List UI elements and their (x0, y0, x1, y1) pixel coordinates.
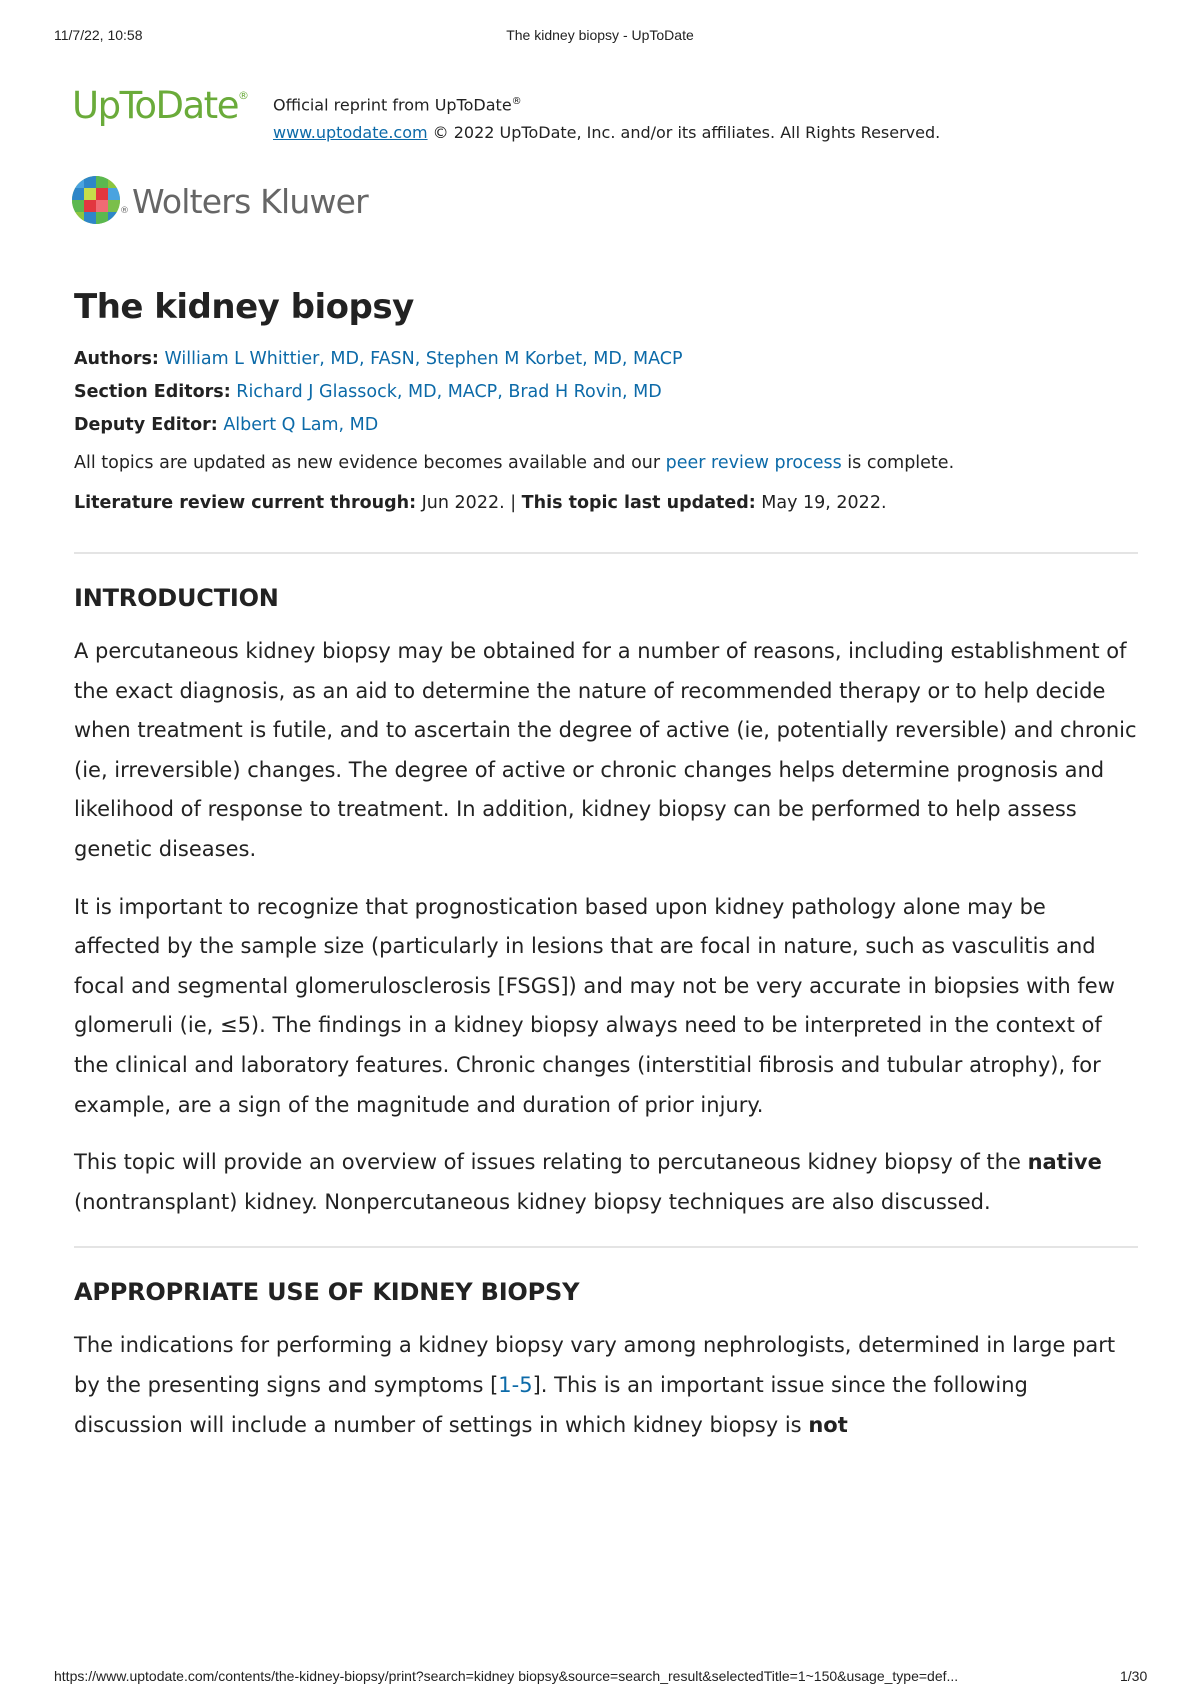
uptodate-logo-text: UpToDate (72, 84, 238, 127)
copyright-text: © 2022 UpToDate, Inc. and/or its affiliates. All Rights Reserved. (427, 123, 941, 143)
copyright-line (273, 119, 1033, 147)
peer-review-link[interactable]: peer review process (665, 453, 842, 473)
intro-p3-before: This topic will provide an overview of issues relating to percutaneous kidney biopsy of the (74, 1150, 1028, 1175)
section-divider (74, 552, 1138, 554)
wolters-kluwer-reg: ® (120, 206, 129, 216)
authors-row (74, 343, 1138, 376)
review-dates (74, 490, 1138, 516)
appropriate-p1-after: ]. This is an important issue since the following discussion will include a number of settings in which kidney biopsy is (74, 1372, 1028, 1437)
appropriate-p1-before: The indications for performing a kidney biopsy vary among nephrologists, determined in large part by the presenting signs and symptoms [ (74, 1333, 1116, 1397)
lit-review-value: Jun 2022. | (416, 493, 522, 513)
last-updated-value: May 19, 2022. (755, 493, 887, 513)
reprint-reg: ® (511, 96, 522, 107)
intro-paragraph-2: It is important to recognize that prognostication based upon kidney pathology alone may be affected by the sample size (particularly in lesions that are focal in nature, such as vasculitis and focal and segmental glomerulosclerosis [FSGS]) and may not be very accurate in biopsies with few glomeruli (ie, ≤5). The findings in a kidney biopsy always need to be interpreted in the context of the clinical and laboratory features. Chronic changes (interstitial fibrosis and tubular atrophy), for example, are a sign of the magnitude and duration of prior injury. (74, 894, 1115, 1117)
uptodate-logo-reg: ® (237, 88, 249, 102)
wolters-kluwer-text: Wolters Kluwer (132, 182, 368, 221)
section-heading-appropriate-use: APPROPRIATE USE OF KIDNEY BIOPSY (74, 1278, 580, 1307)
appropriate-p1-bold: not (808, 1412, 848, 1437)
update-note-after: is complete. (841, 453, 955, 473)
reprint-notice (273, 88, 1033, 147)
section-editors-row (74, 376, 1138, 409)
wolters-kluwer-logo (72, 176, 392, 228)
print-page-number: 1/30 (1120, 1668, 1148, 1684)
section-editors-label: Section Editors: (74, 382, 231, 402)
section-editors-link[interactable]: Richard J Glassock, MD, MACP, Brad H Rovin, MD (236, 382, 662, 402)
deputy-editor-label: Deputy Editor: (74, 415, 218, 435)
uptodate-site-link[interactable]: www.uptodate.com (273, 123, 428, 143)
update-note-before: All topics are updated as new evidence becomes available and our (74, 453, 666, 473)
deputy-editor-row (74, 409, 1138, 442)
deputy-editor-link[interactable]: Albert Q Lam, MD (223, 415, 379, 435)
article-content (74, 285, 1138, 1445)
section-divider (74, 1246, 1138, 1248)
appropriate-paragraph-1 (74, 1326, 1138, 1445)
last-updated-label: This topic last updated: (521, 493, 756, 513)
wolters-kluwer-mosaic-icon (72, 176, 120, 224)
intro-p3-after: (nontransplant) kidney. Nonpercutaneous kidney biopsy techniques are also discussed. (74, 1189, 991, 1214)
reference-link[interactable]: 1-5 (498, 1372, 533, 1397)
print-date: 11/7/22, 10:58 (54, 27, 143, 43)
update-note (74, 450, 1138, 476)
intro-paragraph-1: A percutaneous kidney biopsy may be obtained for a number of reasons, including establishment of the exact diagnosis, as an aid to determine the nature of recommended therapy or to help decide when treatment is futile, and to ascertain the degree of active (ie, potentially reversible) and chronic (ie, irreversible) changes. The degree of active or chronic changes helps determine prognosis and likelihood of response to treatment. In addition, kidney biopsy can be performed to help assess genetic diseases. (74, 639, 1137, 861)
intro-paragraph-3 (74, 1143, 1138, 1222)
authors-label: Authors: (74, 349, 159, 369)
uptodate-logo (72, 84, 272, 127)
intro-p3-bold: native (1027, 1150, 1102, 1175)
article-meta (74, 343, 1138, 442)
print-page-title: The kidney biopsy - UpToDate (506, 27, 694, 43)
print-header (0, 27, 1200, 47)
reprint-text: Official reprint from UpToDate (273, 95, 512, 115)
authors-link[interactable]: William L Whittier, MD, FASN, Stephen M Korbet, MD, MACP (164, 349, 683, 369)
reprint-line (273, 88, 1033, 119)
section-heading-introduction: INTRODUCTION (74, 584, 279, 612)
lit-review-label: Literature review current through: (74, 493, 417, 513)
article-title: The kidney biopsy (74, 287, 414, 327)
print-url: https://www.uptodate.com/contents/the-kidney-biopsy/print?search=kidney biopsy&source=search_result&selectedTitle=1~150&usage_type=def... (54, 1668, 959, 1684)
